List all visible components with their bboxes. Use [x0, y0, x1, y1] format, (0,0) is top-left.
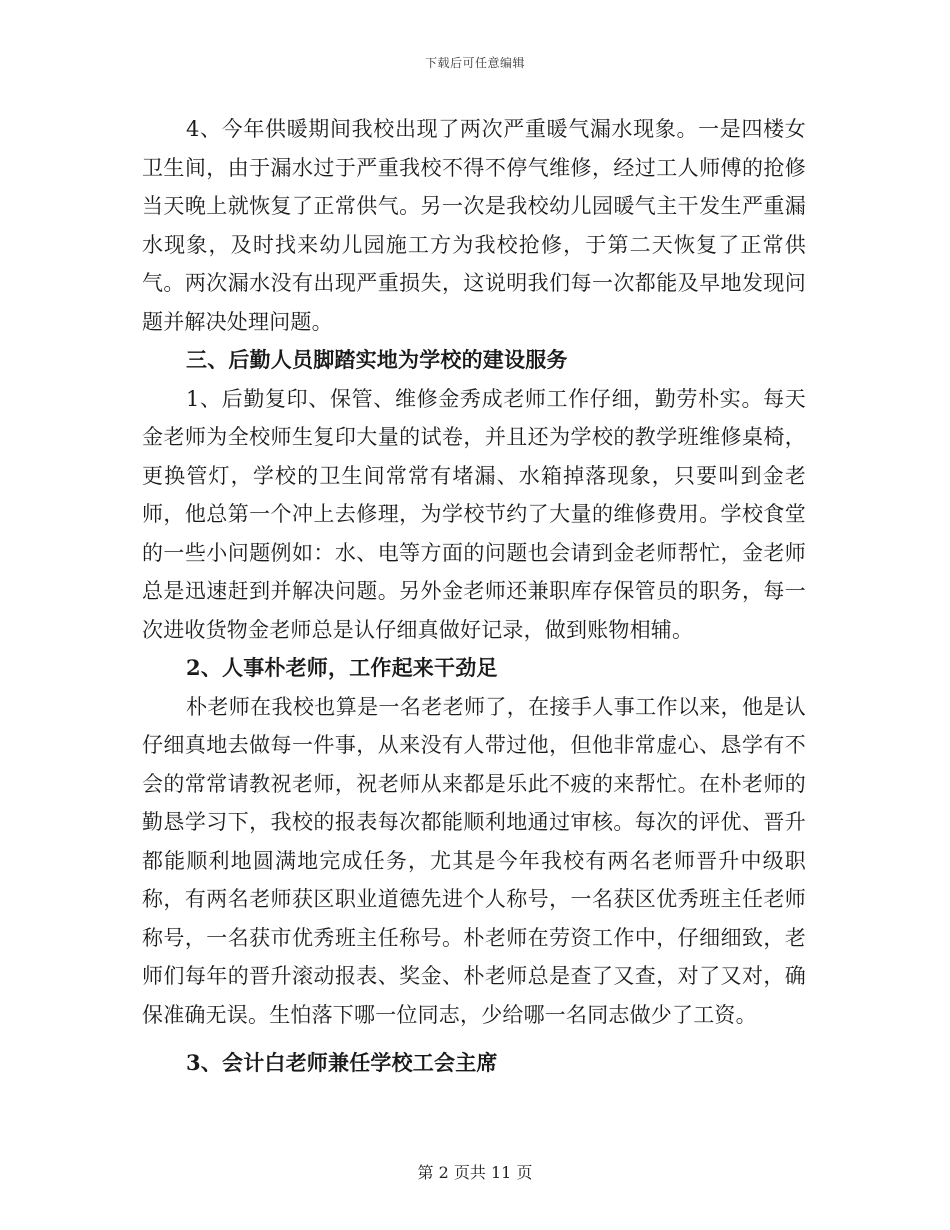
subheading-piao-teacher: 2、人事朴老师，工作起来干劲足	[186, 655, 498, 680]
paragraph-piao-teacher: 朴老师在我校也算是一名老老师了，在接手人事工作以来，他是认仔细真地去做每一件事，从来没有人带过他，但他非常虚心、恳学有不会的常常请教祝老师，祝老师从来都是乐此不疲的来帮忙。在朴老师的勤恳学习下，我校的报表每次都能顺利地通过审核。每次的评优、晋升都能顺利地圆满地完成任务，尤其是今年我校有两名老师晋升中级职称，有两名老师获区职业道德先进个人称号，一名获区优秀班主任老师称号，一名获市优秀班主任称号。朴老师在劳资工作中，仔细细致，老师们每年的晋升滚动报表、奖金、朴老师总是查了又查，对了又对，确保准确无误。生怕落下哪一位同志，少给哪一名同志做少了工资。	[142, 694, 806, 1027]
page-number-footer: 第 2 页共 11 页	[417, 1163, 533, 1182]
subheading-bai-teacher: 3、会计白老师兼任学校工会主席	[186, 1050, 498, 1075]
section-heading-3: 三、后勤人员脚踏实地为学校的建设服务	[186, 347, 568, 372]
header-note: 下载后可任意编辑	[424, 56, 525, 70]
paragraph-jin-teacher: 1、后勤复印、保管、维修金秀成老师工作仔细，勤劳朴实。每天金老师为全校师生复印大量的试卷，并且还为学校的教学班维修桌椅，更换管灯，学校的卫生间常常有堵漏、水箱掉落现象，只要叫到金老师，他总第一个冲上去修理，为学校节约了大量的维修费用。学校食堂的一些小问题例如：水、电等方面的问题也会请到金老师帮忙，金老师总是迅速赶到并解决问题。另外金老师还兼职库存保管员的职务，每一次进收货物金老师总是认仔细真做好记录，做到账物相辅。	[142, 386, 806, 642]
document-body	[142, 110, 806, 1083]
paragraph-heating-leak: 4、今年供暖期间我校出现了两次严重暖气漏水现象。一是四楼女卫生间，由于漏水过于严重我校不得不停气维修，经过工人师傅的抢修当天晚上就恢复了正常供气。另一次是我校幼儿园暖气主干发生严重漏水现象，及时找来幼儿园施工方为我校抢修，于第二天恢复了正常供气。两次漏水没有出现严重损失，这说明我们每一次都能及早地发现问题并解决处理问题。	[142, 117, 806, 334]
